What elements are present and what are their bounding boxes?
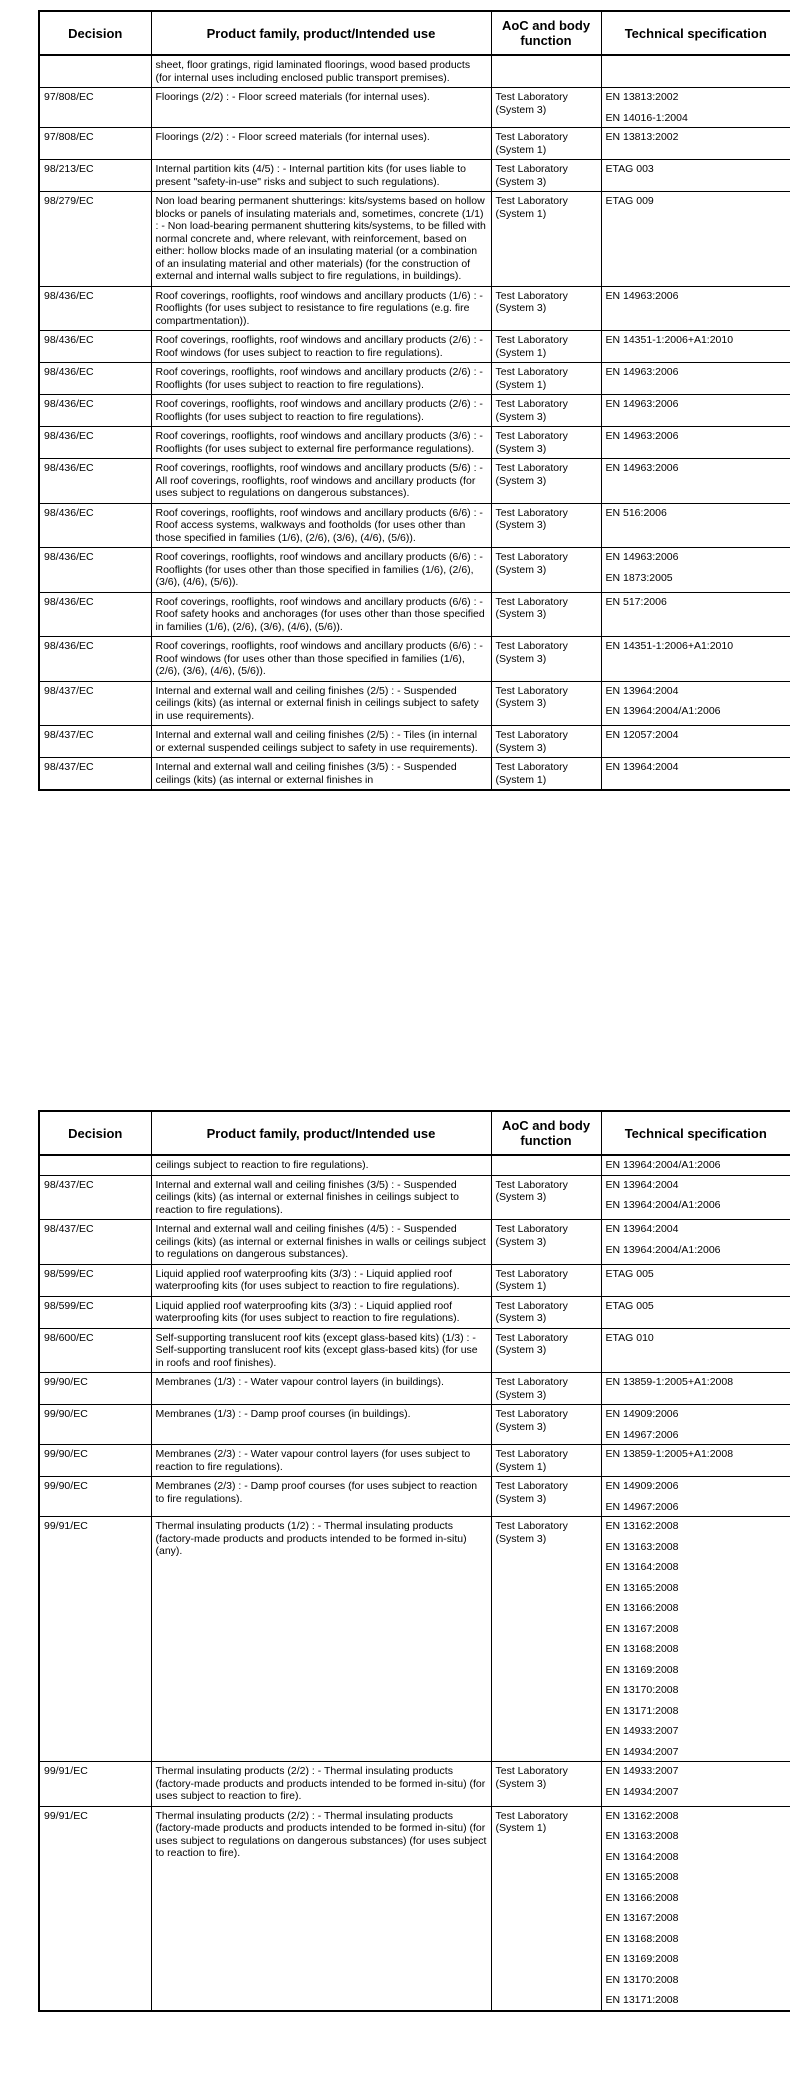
cell-product: ceilings subject to reaction to fire regulations). [151, 1155, 491, 1175]
cell-spec [601, 1405, 790, 1445]
spec-item: EN 13168:2008 [605, 1643, 679, 1655]
cell-decision: 99/90/EC [39, 1405, 151, 1445]
spec-item: EN 14963:2006 [605, 366, 679, 378]
spec-item: EN 14933:2007 [605, 1725, 679, 1737]
cell-product: Thermal insulating products (2/2) : - Thermal insulating products (factory-made products and products intended to be formed in-situ) (for uses subject to regulations on dangerous substances) (for uses subject to reaction to fire). [151, 1806, 491, 2011]
table-row [39, 592, 790, 637]
cell-aoc: Test Laboratory (System 3) [491, 88, 601, 128]
cell-spec [601, 1328, 790, 1373]
cell-spec [601, 592, 790, 637]
spec-item: EN 13964:2004/A1:2006 [605, 1199, 721, 1211]
cell-product: Floorings (2/2) : - Floor screed materials (for internal uses). [151, 128, 491, 160]
cell-spec [601, 1806, 790, 2011]
cell-spec [601, 1220, 790, 1265]
spec-item: EN 13164:2008 [605, 1850, 679, 1863]
spec-item: ETAG 003 [605, 163, 654, 175]
cell-product: Roof coverings, rooflights, roof windows and ancillary products (6/6) : - Roof windows (for uses other than those specified in families (1/6), (2/6), (3/6), (4/6), (5/6)). [151, 637, 491, 682]
spec-item: EN 13166:2008 [605, 1602, 679, 1614]
cell-aoc: Test Laboratory (System 3) [491, 1175, 601, 1220]
cell-spec [601, 548, 790, 593]
cell-decision [39, 1155, 151, 1175]
table-row [39, 395, 790, 427]
document-page-1 [38, 10, 790, 1096]
table-row [39, 160, 790, 192]
cell-aoc: Test Laboratory (System 3) [491, 1220, 601, 1265]
table-body-1 [39, 55, 790, 790]
spec-item: EN 14909:2006 [605, 1480, 679, 1492]
spec-item: EN 1873:2005 [605, 571, 673, 584]
table-row [39, 192, 790, 287]
header-decision: Decision [39, 1111, 151, 1155]
cell-aoc [491, 55, 601, 88]
cell-decision: 98/437/EC [39, 758, 151, 791]
spec-item: ETAG 005 [605, 1299, 654, 1312]
cell-aoc: Test Laboratory (System 3) [491, 427, 601, 459]
cell-spec [601, 1175, 790, 1220]
spec-item: EN 13170:2008 [605, 1973, 679, 1986]
cell-product: Liquid applied roof waterproofing kits (3/3) : - Liquid applied roof waterproofing kits (for uses subject to reaction to fire regulations). [151, 1296, 491, 1328]
cell-decision: 98/436/EC [39, 592, 151, 637]
header-spec: Technical specification [601, 1111, 790, 1155]
spec-item: EN 13964:2004 [605, 684, 679, 697]
cell-spec [601, 758, 790, 791]
cell-aoc: Test Laboratory (System 1) [491, 192, 601, 287]
spec-item: EN 13165:2008 [605, 1871, 679, 1883]
cell-decision: 98/437/EC [39, 681, 151, 726]
cell-aoc: Test Laboratory (System 3) [491, 548, 601, 593]
cell-aoc: Test Laboratory (System 3) [491, 503, 601, 548]
cell-aoc: Test Laboratory (System 1) [491, 331, 601, 363]
cell-product: Roof coverings, rooflights, roof windows and ancillary products (1/6) : - Rooflights (for uses subject to resistance to fire regulations (e.g. fire compartmentation)). [151, 286, 491, 331]
spec-item: EN 14933:2007 [605, 1765, 679, 1777]
cell-decision [39, 55, 151, 88]
table-row [39, 427, 790, 459]
cell-product: Thermal insulating products (2/2) : - Thermal insulating products (factory-made products and products intended to be formed in-situ) (for uses subject to reaction to fire). [151, 1762, 491, 1807]
table-row [39, 726, 790, 758]
cell-product: Non load bearing permanent shutterings: kits/systems based on hollow blocks or panels of insulating materials and, sometimes, concrete (1/1) : - Non load-bearing permanent shuttering kits/systems, to be filled with normal concrete and, where relevant, with reinforcement, based on either: hollow blocks made of an insulating material (or a combination of an insulating material and other materials) (for the construction of external and internal walls subject to fire regulations, in buildings). [151, 192, 491, 287]
table-row [39, 681, 790, 726]
cell-aoc: Test Laboratory (System 3) [491, 592, 601, 637]
spec-item: EN 13964:2004/A1:2006 [605, 705, 721, 717]
cell-spec [601, 427, 790, 459]
cell-decision: 97/808/EC [39, 88, 151, 128]
cell-product: Roof coverings, rooflights, roof windows and ancillary products (2/6) : - Rooflights (for uses subject to reaction to fire regulations). [151, 363, 491, 395]
table-header-row [39, 11, 790, 55]
cell-aoc: Test Laboratory (System 3) [491, 459, 601, 504]
cell-decision: 98/436/EC [39, 427, 151, 459]
table-row [39, 1806, 790, 2011]
cell-product: Membranes (2/3) : - Damp proof courses (for uses subject to reaction to fire regulations). [151, 1477, 491, 1517]
cell-aoc: Test Laboratory (System 1) [491, 1445, 601, 1477]
cell-spec [601, 1373, 790, 1405]
cell-product: Internal partition kits (4/5) : - Internal partition kits (for uses liable to present "safety-in-use" risks and subject to such regulations). [151, 160, 491, 192]
cell-aoc: Test Laboratory (System 1) [491, 758, 601, 791]
spec-item: EN 13162:2008 [605, 1520, 679, 1532]
cell-product: Roof coverings, rooflights, roof windows and ancillary products (6/6) : - Rooflights (for uses other than those specified in families (1/6), (2/6), (3/6), (4/6), (5/6)). [151, 548, 491, 593]
cell-spec [601, 395, 790, 427]
cell-spec [601, 1296, 790, 1328]
table-row [39, 1175, 790, 1220]
spec-item: ETAG 010 [605, 1331, 654, 1344]
cell-spec [601, 503, 790, 548]
table-row [39, 459, 790, 504]
table-row [39, 503, 790, 548]
spec-item: EN 13165:2008 [605, 1581, 679, 1594]
spec-item: EN 13964:2004 [605, 1223, 679, 1235]
spec-item: EN 14967:2006 [605, 1500, 679, 1513]
cell-aoc: Test Laboratory (System 3) [491, 681, 601, 726]
spec-item: EN 14963:2006 [605, 289, 679, 302]
cell-spec [601, 55, 790, 88]
cell-product: Internal and external wall and ceiling finishes (3/5) : - Suspended ceilings (kits) (as internal or external finishes in ceilings subject to reaction to fire regulations). [151, 1175, 491, 1220]
cell-decision: 98/279/EC [39, 192, 151, 287]
spec-item: EN 517:2006 [605, 595, 667, 608]
spec-item: EN 13163:2008 [605, 1830, 679, 1842]
cell-aoc: Test Laboratory (System 3) [491, 1405, 601, 1445]
cell-aoc: Test Laboratory (System 1) [491, 1264, 601, 1296]
cell-decision: 98/436/EC [39, 548, 151, 593]
cell-aoc: Test Laboratory (System 3) [491, 1477, 601, 1517]
cell-aoc: Test Laboratory (System 3) [491, 286, 601, 331]
cell-spec [601, 1762, 790, 1807]
cell-spec [601, 160, 790, 192]
spec-item: EN 13167:2008 [605, 1912, 679, 1924]
cell-decision: 98/436/EC [39, 395, 151, 427]
spec-item: ETAG 005 [605, 1267, 654, 1280]
table-row [39, 1517, 790, 1762]
spec-item: EN 14351-1:2006+A1:2010 [605, 334, 734, 346]
table-row [39, 1328, 790, 1373]
cell-decision: 98/436/EC [39, 286, 151, 331]
spec-item: EN 13813:2002 [605, 131, 679, 143]
cell-aoc: Test Laboratory (System 1) [491, 128, 601, 160]
cell-decision: 98/437/EC [39, 1175, 151, 1220]
table-row [39, 758, 790, 791]
spec-item: EN 13859-1:2005+A1:2008 [605, 1448, 734, 1460]
spec-item: EN 14963:2006 [605, 551, 679, 563]
spec-item: EN 13169:2008 [605, 1663, 679, 1676]
cell-decision: 99/91/EC [39, 1806, 151, 2011]
cell-product: Internal and external wall and ceiling finishes (2/5) : - Suspended ceilings (kits) (as internal or external finish in ceilings subject to safety in use requirements). [151, 681, 491, 726]
cell-decision: 98/437/EC [39, 726, 151, 758]
cell-spec [601, 1517, 790, 1762]
table-body-2 [39, 1155, 790, 2011]
spec-item: EN 14909:2006 [605, 1408, 679, 1420]
spec-item: EN 516:2006 [605, 506, 667, 519]
table-row [39, 1155, 790, 1175]
spec-item: EN 13164:2008 [605, 1561, 679, 1573]
spec-item: EN 13163:2008 [605, 1540, 679, 1553]
cell-product: Liquid applied roof waterproofing kits (3/3) : - Liquid applied roof waterproofing kits (for uses subject to reaction to fire regulations). [151, 1264, 491, 1296]
spec-item: EN 13813:2002 [605, 91, 679, 103]
cell-spec [601, 331, 790, 363]
cell-aoc: Test Laboratory (System 3) [491, 1373, 601, 1405]
header-product: Product family, product/Intended use [151, 11, 491, 55]
cell-decision: 98/436/EC [39, 503, 151, 548]
cell-aoc: Test Laboratory (System 3) [491, 160, 601, 192]
table-row [39, 1477, 790, 1517]
cell-decision: 98/600/EC [39, 1328, 151, 1373]
cell-spec [601, 128, 790, 160]
spec-item: EN 14016-1:2004 [605, 111, 688, 124]
table-row [39, 55, 790, 88]
cell-product: Roof coverings, rooflights, roof windows and ancillary products (2/6) : - Roof windows (for uses subject to reaction to fire regulations). [151, 331, 491, 363]
cell-product: Internal and external wall and ceiling finishes (3/5) : - Suspended ceilings (kits) (as internal or external finishes in [151, 758, 491, 791]
cell-aoc: Test Laboratory (System 1) [491, 363, 601, 395]
cell-spec [601, 1155, 790, 1175]
cell-product: Membranes (1/3) : - Water vapour control layers (in buildings). [151, 1373, 491, 1405]
cell-product: Roof coverings, rooflights, roof windows and ancillary products (6/6) : - Roof access systems, walkways and footholds (for uses other than those specified in families (1/6), (2/6), (3/6), (4/6), (5/6)). [151, 503, 491, 548]
cell-product: Internal and external wall and ceiling finishes (2/5) : - Tiles (in internal or external suspended ceilings subject to safety in use requirements). [151, 726, 491, 758]
cell-decision: 98/437/EC [39, 1220, 151, 1265]
table-row [39, 1445, 790, 1477]
cell-product: Internal and external wall and ceiling finishes (4/5) : - Suspended ceilings (kits) (as internal or external finishes in walls or ceilings subject to regulations on dangerous substances). [151, 1220, 491, 1265]
cell-aoc: Test Laboratory (System 3) [491, 1296, 601, 1328]
cell-decision: 99/90/EC [39, 1477, 151, 1517]
cell-product: Roof coverings, rooflights, roof windows and ancillary products (6/6) : - Roof safety hooks and anchorages (for uses other than those specified in families (1/6), (2/6), (3/6), (4/6), (5/6)). [151, 592, 491, 637]
spec-item: EN 13169:2008 [605, 1953, 679, 1965]
cell-aoc: Test Laboratory (System 3) [491, 1762, 601, 1807]
cell-decision: 99/91/EC [39, 1762, 151, 1807]
cell-aoc: Test Laboratory (System 3) [491, 395, 601, 427]
spec-item: EN 13171:2008 [605, 1994, 679, 2006]
cell-aoc: Test Laboratory (System 3) [491, 1517, 601, 1762]
cell-product: Membranes (2/3) : - Water vapour control layers (for uses subject to reaction to fire regulations). [151, 1445, 491, 1477]
spec-item: EN 14963:2006 [605, 462, 679, 474]
spec-item: EN 13168:2008 [605, 1932, 679, 1945]
spec-item: EN 13964:2004/A1:2006 [605, 1159, 721, 1171]
cell-aoc: Test Laboratory (System 1) [491, 1806, 601, 2011]
cell-product: Roof coverings, rooflights, roof windows and ancillary products (2/6) : - Rooflights (for uses subject to reaction to fire regulations). [151, 395, 491, 427]
cell-decision: 98/436/EC [39, 637, 151, 682]
spec-item: EN 12057:2004 [605, 729, 679, 741]
spec-item: EN 13964:2004 [605, 1178, 679, 1191]
header-aoc: AoC and body function [491, 11, 601, 55]
cell-product: Floorings (2/2) : - Floor screed materials (for internal uses). [151, 88, 491, 128]
spec-item: EN 14934:2007 [605, 1785, 679, 1798]
cell-spec [601, 192, 790, 287]
cell-decision: 98/599/EC [39, 1296, 151, 1328]
spec-item: EN 13162:2008 [605, 1809, 679, 1822]
table-row [39, 331, 790, 363]
specification-table-1 [38, 10, 790, 791]
table-row [39, 1762, 790, 1807]
spec-item: EN 13964:2004/A1:2006 [605, 1243, 721, 1256]
table-row [39, 1373, 790, 1405]
cell-spec [601, 637, 790, 682]
spec-item: EN 14967:2006 [605, 1428, 679, 1441]
table-header-row [39, 1111, 790, 1155]
spec-item: EN 13166:2008 [605, 1891, 679, 1904]
spec-item: EN 13964:2004 [605, 761, 679, 773]
cell-decision: 98/213/EC [39, 160, 151, 192]
cell-aoc [491, 1155, 601, 1175]
header-aoc: AoC and body function [491, 1111, 601, 1155]
header-spec: Technical specification [601, 11, 790, 55]
cell-product: Roof coverings, rooflights, roof windows and ancillary products (5/6) : - All roof coverings, rooflights, roof windows and ancillary products (for uses subject to regulations on dangerous substances). [151, 459, 491, 504]
spec-item: EN 14963:2006 [605, 398, 679, 410]
cell-spec [601, 1445, 790, 1477]
cell-product: sheet, floor gratings, rigid laminated floorings, wood based products (for internal uses including enclosed public transport premises). [151, 55, 491, 88]
table-row [39, 1220, 790, 1265]
cell-spec [601, 1477, 790, 1517]
cell-decision: 99/90/EC [39, 1373, 151, 1405]
cell-spec [601, 1264, 790, 1296]
cell-spec [601, 286, 790, 331]
spec-item: EN 13170:2008 [605, 1684, 679, 1696]
cell-spec [601, 726, 790, 758]
cell-spec [601, 459, 790, 504]
table-row [39, 548, 790, 593]
spec-item: EN 14934:2007 [605, 1745, 679, 1758]
header-product: Product family, product/Intended use [151, 1111, 491, 1155]
spec-item: EN 13859-1:2005+A1:2008 [605, 1376, 734, 1388]
header-decision: Decision [39, 11, 151, 55]
table-row [39, 637, 790, 682]
cell-decision: 97/808/EC [39, 128, 151, 160]
cell-spec [601, 681, 790, 726]
spec-item: ETAG 009 [605, 195, 654, 207]
cell-decision: 98/599/EC [39, 1264, 151, 1296]
table-row [39, 1296, 790, 1328]
table-row [39, 1405, 790, 1445]
cell-spec [601, 88, 790, 128]
cell-aoc: Test Laboratory (System 3) [491, 726, 601, 758]
specification-table-2 [38, 1110, 790, 2012]
cell-product: Membranes (1/3) : - Damp proof courses (in buildings). [151, 1405, 491, 1445]
cell-product: Roof coverings, rooflights, roof windows and ancillary products (3/6) : - Rooflights (for uses subject to external fire performance regulations). [151, 427, 491, 459]
cell-decision: 99/91/EC [39, 1517, 151, 1762]
cell-aoc: Test Laboratory (System 3) [491, 1328, 601, 1373]
cell-spec [601, 363, 790, 395]
cell-decision: 99/90/EC [39, 1445, 151, 1477]
cell-decision: 98/436/EC [39, 363, 151, 395]
cell-product: Self-supporting translucent roof kits (except glass-based kits) (1/3) : - Self-supporting translucent roof kits (except glass-based kits) (for use in roofs and roof finishes). [151, 1328, 491, 1373]
table-row [39, 363, 790, 395]
cell-aoc: Test Laboratory (System 3) [491, 637, 601, 682]
spec-item: EN 13171:2008 [605, 1704, 679, 1717]
spec-item: EN 13167:2008 [605, 1622, 679, 1635]
table-row [39, 128, 790, 160]
spec-item: EN 14351-1:2006+A1:2010 [605, 640, 734, 652]
cell-product: Thermal insulating products (1/2) : - Thermal insulating products (factory-made products and products intended to be formed in-situ) (any). [151, 1517, 491, 1762]
cell-decision: 98/436/EC [39, 459, 151, 504]
document-page-2 [38, 1110, 790, 2076]
spec-item: EN 14963:2006 [605, 430, 679, 442]
table-row [39, 1264, 790, 1296]
cell-decision: 98/436/EC [39, 331, 151, 363]
table-row [39, 286, 790, 331]
table-row [39, 88, 790, 128]
